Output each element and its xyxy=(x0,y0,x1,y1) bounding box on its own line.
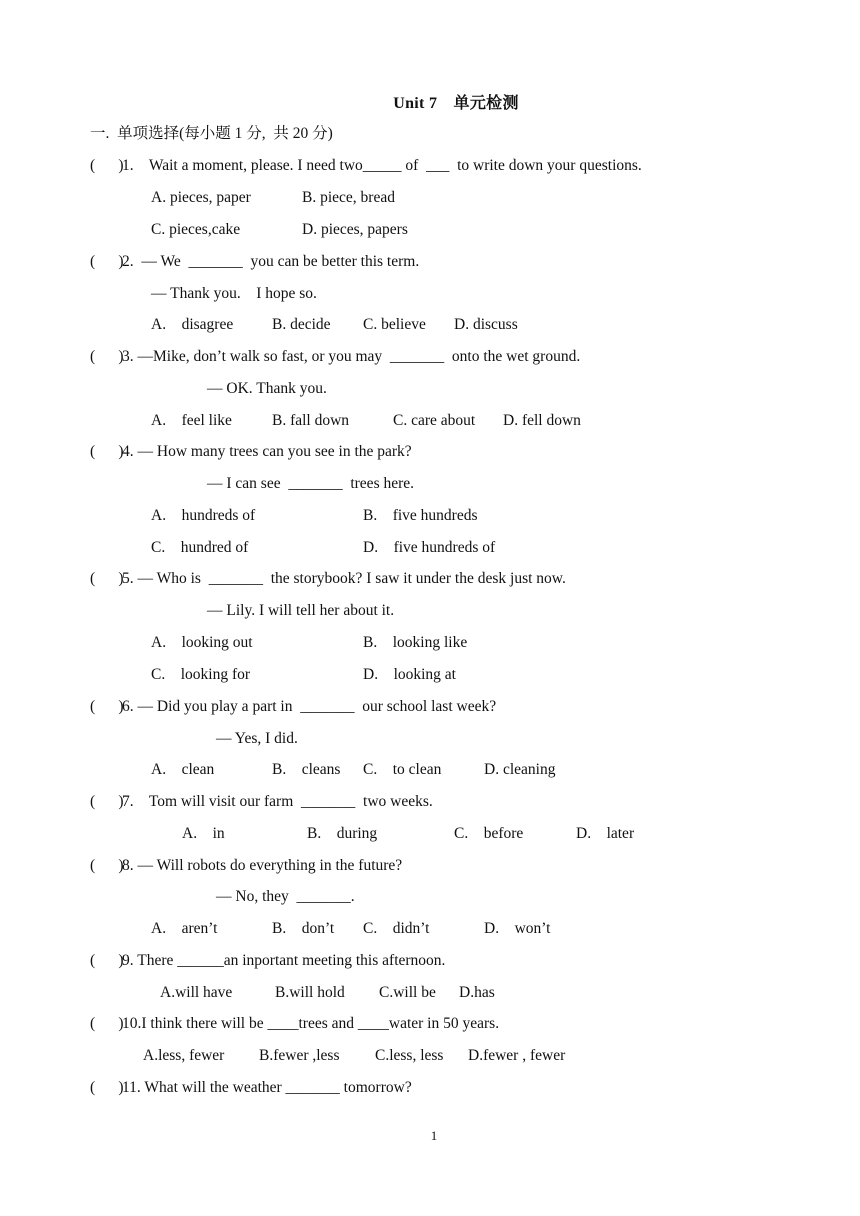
option: A. clean xyxy=(151,761,215,778)
option: B.fewer ,less xyxy=(259,1047,340,1064)
option: B. decide xyxy=(272,316,331,333)
answer-blank: ( ) xyxy=(90,1079,124,1096)
question-stem: 5. — Who is _______ the storybook? I saw it under the desk just now. xyxy=(122,570,566,587)
option: D.has xyxy=(459,984,495,1001)
option: A. in xyxy=(182,825,225,842)
option: D. fell down xyxy=(503,412,581,429)
question-stem: 10.I think there will be ____trees and ____water in 50 years. xyxy=(122,1015,500,1032)
option: A. looking out xyxy=(151,634,253,651)
option: D. won’t xyxy=(484,920,551,937)
option: D. later xyxy=(576,825,635,842)
option: B. cleans xyxy=(272,761,341,778)
answer-blank: ( ) xyxy=(90,348,124,365)
option: C. didn’t xyxy=(363,920,430,937)
option: C. hundred of xyxy=(151,539,249,556)
question-stem: 3. —Mike, don’t walk so fast, or you may _______ onto the wet ground. xyxy=(122,348,581,365)
option: B. fall down xyxy=(272,412,350,429)
option: D. pieces, papers xyxy=(302,221,408,238)
question-stem: 2. — We _______ you can be better this term. xyxy=(122,253,420,270)
question-stem: 8. — Will robots do everything in the future? xyxy=(122,857,403,874)
option: A. hundreds of xyxy=(151,507,256,524)
option: C.less, less xyxy=(375,1047,444,1064)
answer-blank: ( ) xyxy=(90,570,124,587)
question-reply: — Lily. I will tell her about it. xyxy=(207,602,395,619)
question-reply: — I can see _______ trees here. xyxy=(207,475,415,492)
option: C. looking for xyxy=(151,666,251,683)
question-stem: 4. — How many trees can you see in the park? xyxy=(122,443,412,460)
option: A. disagree xyxy=(151,316,234,333)
option: C. pieces,cake xyxy=(151,221,241,238)
option: B. five hundreds xyxy=(363,507,478,524)
answer-blank: ( ) xyxy=(90,698,124,715)
question-stem: 11. What will the weather _______ tomorrow? xyxy=(122,1079,412,1096)
question-reply: — OK. Thank you. xyxy=(207,380,327,397)
option: D. cleaning xyxy=(484,761,556,778)
question-stem: 9. There ______an inportant meeting this afternoon. xyxy=(122,952,446,969)
option: B. during xyxy=(307,825,378,842)
option: C.will be xyxy=(379,984,436,1001)
option: D. discuss xyxy=(454,316,518,333)
answer-blank: ( ) xyxy=(90,952,124,969)
answer-blank: ( ) xyxy=(90,793,124,810)
option: C. to clean xyxy=(363,761,442,778)
option: D. five hundreds of xyxy=(363,539,496,556)
option: A.less, fewer xyxy=(143,1047,225,1064)
option: D.fewer , fewer xyxy=(468,1047,566,1064)
question-stem: 6. — Did you play a part in _______ our school last week? xyxy=(122,698,497,715)
option: A.will have xyxy=(160,984,233,1001)
answer-blank: ( ) xyxy=(90,1015,124,1032)
answer-blank: ( ) xyxy=(90,443,124,460)
option: C. believe xyxy=(363,316,426,333)
answer-blank: ( ) xyxy=(90,157,124,174)
option: B.will hold xyxy=(275,984,345,1001)
question-reply: — Yes, I did. xyxy=(216,730,298,747)
option: C. before xyxy=(454,825,524,842)
option: D. looking at xyxy=(363,666,456,683)
option: C. care about xyxy=(393,412,476,429)
page-number: 1 xyxy=(430,1128,438,1143)
option: A. feel like xyxy=(151,412,232,429)
option: B. don’t xyxy=(272,920,335,937)
answer-blank: ( ) xyxy=(90,857,124,874)
page-title: Unit 7 单元检测 xyxy=(393,95,519,112)
option: B. piece, bread xyxy=(302,189,395,206)
section-heading: 一. 单项选择(每小题 1 分, 共 20 分) xyxy=(90,125,333,142)
question-reply: — Thank you. I hope so. xyxy=(151,285,317,302)
option: A. aren’t xyxy=(151,920,218,937)
question-stem: 7. Tom will visit our farm _______ two weeks. xyxy=(122,793,433,810)
answer-blank: ( ) xyxy=(90,253,124,270)
question-stem: 1. Wait a moment, please. I need two_____ of ___ to write down your questions. xyxy=(122,157,642,174)
option: B. looking like xyxy=(363,634,468,651)
option: A. pieces, paper xyxy=(151,189,251,206)
question-reply: — No, they _______. xyxy=(216,888,355,905)
